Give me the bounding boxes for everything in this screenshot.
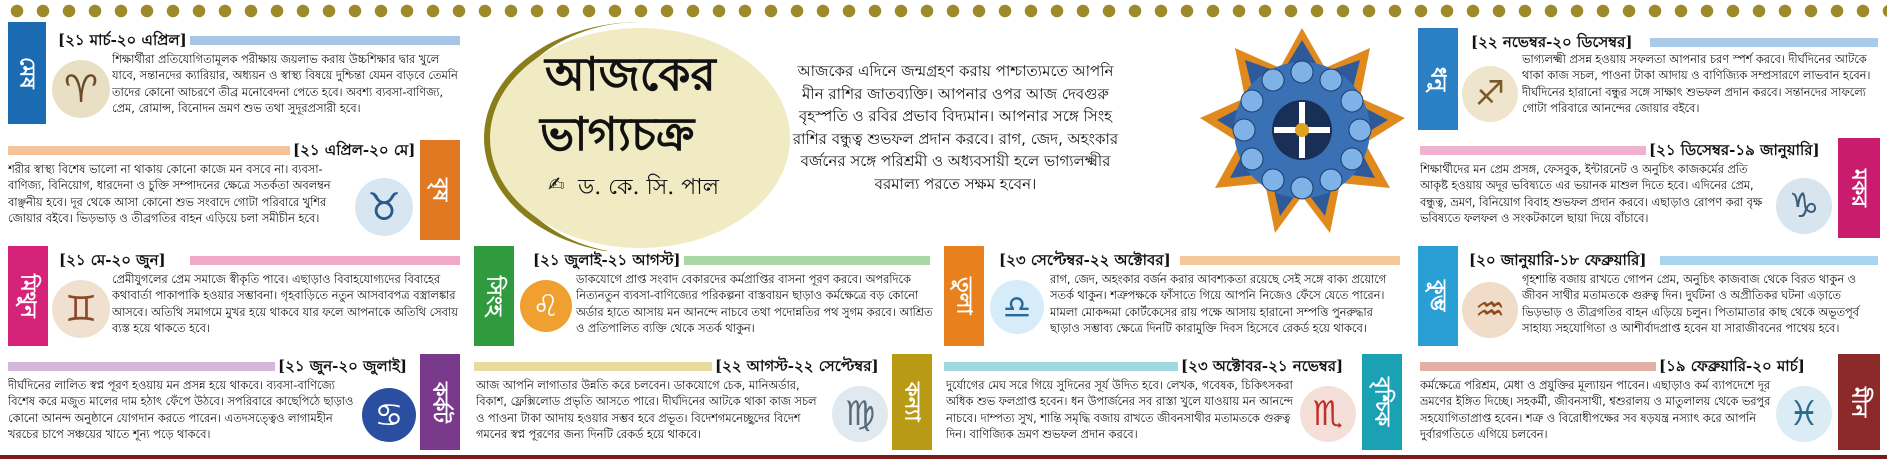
sign-date: [২০ জানুয়ারি-১৮ ফেব্রুয়ারি] (1466, 251, 1650, 269)
sign-date: [২২ আগস্ট-২২ সেপ্টেম্বর] (712, 357, 882, 375)
date-bar (680, 256, 930, 265)
sign-name: সিংহ (482, 276, 508, 316)
sign-date: [২১ জুলাই-২১ আগস্ট] (530, 251, 684, 269)
gemini-icon: ♊ (52, 280, 110, 338)
sign-tab-brishchik (1362, 354, 1402, 450)
bottom-rule (0, 455, 1887, 459)
sign-tab-kanya (892, 354, 932, 450)
taurus-icon: ♉ (355, 178, 413, 236)
sign-text: দীর্ঘদিনের লালিত স্বপ্ন পূরণ হওয়ায় মন প্রসন্ন হয়ে থাকবে। ব্যবসা-বাণিজ্যে বিশেষ করে মজুত মালের দাম হঠাৎ ফেঁপে উঠবে। সপরিবারে কাছেপিঠে ছাড়াও কোনো আনন্দ অনুষ্ঠানে যোগদান করতে পারেন। এতদসত্ত্বেও লাগামহীন খরচের চাপে সঞ্চয়ের খাতে শূন্য পড়ে থাকবে। (8, 379, 354, 442)
sign-name: কুম্ভ (1426, 280, 1452, 312)
sign-name: মেষ (15, 57, 41, 89)
page-title-line2: ভাগ্যচক্র (540, 107, 695, 161)
page-title-line1: আজকের (545, 47, 716, 101)
sign-name: কন্যা (900, 382, 926, 422)
sign-name: মিথুন (16, 274, 42, 318)
sign-name: মকর (1847, 169, 1873, 207)
sign-text: ভাগ্যলক্ষ্মী প্রসন্ন হওয়ায় সফলতা আপনার চরণ স্পর্শ করবে। দীর্ঘদিনের আটকে থাকা কাজ সচল, পাওনা টাকা আদায় ও বাণিজ্যিক সম্প্রসারণে লাভবান হবেন। দীর্ঘদিনের হারানো বন্ধুর সঙ্গে সাক্ষাৎ শুভফল প্রদান করবে। সন্তানদের সাফল্যে গোটা পরিবারে আনন্দের জোয়ার বইবে। (1522, 53, 1871, 116)
sign-tab-singha (474, 246, 514, 346)
sign-text: শিক্ষার্থীরা প্রতিযোগিতামূলক পরীক্ষায় জয়লাভ করায় উচ্চশিক্ষার দ্বার খুলে যাবে, সন্তানদের ক্যারিয়ার, অধ্যয়ন ও স্বাস্থ্য বিষয়ে দুশ্চিন্তা যেমন বাড়বে তেমনি তাদের কোনো আচরণে তীব্র মনোবেদনা পেতে হবে। অবশ্য ব্যবসা-বাণিজ্য, প্রেম, রোমান্স, বিনোদন ভ্রমণ শুভ তথা সুদূরপ্রসারী হবে। (112, 53, 458, 116)
sign-text: রাগ, জেদ, অহংকার বর্জন করার আবশ্যকতা রয়েছে সেই সঙ্গে বাক্য প্রয়োগে সতর্ক থাকুন। শত্রুপক্ষকে ফাঁসাতে গিয়ে আপনি নিজেও ফেঁসে যেতে পারেন। মামলা মোকদ্দমা কোর্টকেসের রায় পক্ষে আসায় হারানো সম্পত্তি পুনরুদ্ধার ছাড়াও সম্ভাব্য ক্ষেত্রে দিনটি কারামুক্তি দিবস হিসেবে রেকর্ড হয়ে থাকবে। (1050, 273, 1387, 336)
sign-date: [২২ নভেম্বর-২০ ডিসেম্বর] (1468, 33, 1635, 51)
sagittarius-icon: ♐ (1462, 66, 1518, 122)
date-bar (190, 256, 460, 265)
sign-tab-karkat (420, 354, 460, 450)
sign-text: কর্মক্ষেত্রে পরিশ্রম, মেধা ও প্রযুক্তির মূল্যায়ন পাবেন। এছাড়াও কর্ম ব্যাপদেশে দূর ভ্রমণের ইঙ্গিত দিচ্ছে। সহকর্মী, জীবনসাথী, শ্বশুরালয় ও মাতুলালয় থেকে ভরপুর সহযোগিতাপ্রাপ্ত হবেন। শত্রু ও বিরোধীপক্ষের সব ষড়যন্ত্র নস্যাৎ করে আপনি দুর্বারগতিতে এগিয়ে চলবেন। (1420, 379, 1771, 442)
date-bar (1650, 38, 1878, 47)
sign-name: ধনু (1426, 66, 1452, 92)
sign-date: [২১ মে-২০ জুন] (56, 251, 169, 269)
author-name: ড. কে. সি. পাল (578, 175, 720, 200)
date-bar (1660, 256, 1878, 265)
sign-tab-kumbha (1418, 246, 1458, 346)
sign-date: [২৩ সেপ্টেম্বর-২২ অক্টোবর] (996, 251, 1174, 269)
sign-tab-makar (1838, 138, 1880, 238)
sign-date: [১৯ ফেব্রুয়ারি-২০ মার্চ] (1656, 357, 1808, 375)
date-bar (8, 362, 288, 371)
sign-tab-dhanu (1418, 28, 1458, 130)
sign-name: বৃষ (428, 178, 454, 202)
libra-icon: ♎ (990, 280, 1044, 334)
sign-date: [২১ মার্চ-২০ এপ্রিল] (55, 31, 190, 49)
sign-tab-meen (1838, 354, 1880, 450)
aquarius-icon: ♒ (1462, 282, 1518, 338)
sign-text: ডাকযোগে প্রাপ্ত সংবাদ বেকারদের কর্মপ্রাপ্তির বাসনা পূরণ করবে। অপরদিকে নিত্যনতুন ব্যবসা-বাণিজ্যের পরিকল্পনা বাস্তবায়ন ছাড়াও কর্মক্ষেত্রে বড় কোনো অর্ডার হাতে আসায় মন আনন্দে নাচবে তথা পদোন্নতির পথ সুগম করবে। আশ্রিত ও প্রতিপালিত ব্যক্তি থেকে সতর্ক থাকুন। (576, 273, 933, 336)
sign-name: বৃশ্চিক (1370, 377, 1396, 427)
sign-date: [২১ ডিসেম্বর-১৯ জানুয়ারি] (1646, 141, 1823, 159)
sign-text: দুর্যোগের মেঘ সরে গিয়ে সুদিনের সূর্য উদিত হবে। লেখক, গবেষক, চিকিৎসকরা অধিক শুভ ফলপ্রাপ্ত হবেন। ধন উপার্জনের সব রাস্তা খুলে যাওয়ায় মন আনন্দে নাচবে। দাম্পত্য সুখ, শান্তি সমৃদ্ধি বজায় রাখতে জীবনসাথীর মতামতকে গুরুত্ব দিন। বাণিজ্যিক ভ্রমণ শুভফল প্রদান করবে। (946, 379, 1293, 442)
capricorn-icon: ♑ (1776, 178, 1832, 234)
date-bar (474, 362, 714, 371)
sign-text: আজ আপনি লাগাতার উন্নতি করে চলবেন। ডাকযোগে চেক, মানিঅর্ডার, বিকাশ, ফ্লেক্সিলোড প্রভৃতি আসতে পারে। দীর্ঘদিনের আটকে থাকা কাজ সচল ও পাওনা টাকা আদায় হওয়ার সম্ভব হবে প্রভূত। বিদেশগমনেচ্ছুদের বিদেশ গমনের স্বপ্ন পূরণের জন্য দিনটি রেকর্ড হয়ে থাকবে। (476, 379, 817, 442)
sign-text: গৃহশান্তি বজায় রাখতে গোপন প্রেম, অনুচিৎ কাজবাজ থেকে বিরত থাকুন ও জীবন সাথীর মতামতকে গুরুত্ব দিন। দুর্ঘটনা ও অপ্রীতিকর ঘটনা এড়াতে ভিড়ভাড় ও তীব্রগতির বাহন এড়িয়ে চলুন। পিতামাতার কাছ থেকে অভূতপূর্ব সাহায্য সহযোগিতা ও আশীর্বাদপ্রাপ্ত হবেন যা সারাজীবনের পাথেয় হবে। (1522, 273, 1859, 336)
dotted-border (0, 0, 1887, 22)
pisces-icon: ♓ (1776, 386, 1832, 442)
aries-icon: ♈ (52, 60, 110, 118)
sign-text: শরীর স্বাস্থ্য বিশেষ ভালো না থাকায় কোনো কাজে মন বসবে না। ব্যবসা-বাণিজ্য, বিনিয়োগ, ধারদেনা ও চুক্তি সম্পাদনের ক্ষেত্রে সতর্কতা অবলম্বন বাঞ্ছনীয় হবে। দূর থেকে আসা কোনো শুভ সংবাদে গোটা পরিবারে খুশির জোয়ার বইবে। ভিড়ভাড় ও তীব্রগতির বাহন এড়িয়ে চলা সমীচীন হবে। (8, 163, 331, 226)
cancer-icon: ♋ (362, 388, 416, 442)
sign-tab-tula (944, 246, 984, 346)
sign-date: [২১ জুন-২০ জুলাই] (275, 357, 410, 375)
sign-tab-mithun (8, 246, 48, 346)
leo-icon: ♌ (520, 280, 572, 332)
sign-date: [২৩ অক্টোবর-২১ নভেম্বর] (1178, 357, 1346, 375)
scorpio-icon: ♏ (1300, 386, 1356, 442)
date-bar (1420, 146, 1650, 155)
sign-name: কর্কট (428, 381, 454, 423)
intro-text: আজকের এদিনে জন্মগ্রহণ করায় পাশ্চাত্যমতে আপনি মীন রাশির জাতব্যক্তি। আপনার ওপর আজ দেবগুরু বৃহস্পতি ও রবির প্রভাব বিদ্যমান। আপনার সঙ্গে সিংহ রাশির বন্ধুত্ব শুভফল প্রদান করবে। রাগ, জেদ, অহংকার বর্জনের সঙ্গে পরিশ্রমী ও অধ্যবসায়ী হলে ভাগ্যলক্ষ্মীর বরমাল্য পরতে সক্ষম হবেন। (792, 62, 1119, 193)
sign-text: প্রেমীযুগলের প্রেম সমাজে স্বীকৃতি পাবে। এছাড়াও বিবাহযোগ্যদের বিবাহের কথাবার্তা পাকাপাকি হওয়ার সম্ভাবনা। গৃহবাড়িতে নতুন আসবাবপত্র বস্ত্রালঙ্কার আসবে। অতিথি সমাগমে মুখর হয়ে থাকবে যার ফলে আপনাকে অতিথি সেবায় ব্যস্ত হয়ে থাকতে হবে। (112, 273, 458, 336)
sign-tab-mesh (8, 22, 46, 124)
sign-text: শিক্ষার্থীদের মন প্রেম প্রসঙ্গ, ফেসবুক, ইন্টারনেট ও অনুচিৎ কাজকর্মের প্রতি আকৃষ্ট হওয়ায় অদূর ভবিষ্যতে এর ভয়ানক মাশুল দিতে হবে। এদিনের প্রেম, বন্ধুত্ব, ভ্রমণ, বিনিয়োগ বিবাহ শুভফল প্রদান করবে। এছাড়াও রোপণ করা বৃক্ষ ভবিষ্যতে ফলফল ও সংকটকালে ছায়া দিয়ে বাঁচাবে। (1420, 163, 1763, 226)
zodiac-wheel-icon (1200, 28, 1405, 233)
pen-icon: ✍ (548, 172, 565, 196)
sign-name: মীন (1847, 386, 1873, 418)
date-bar (944, 362, 1184, 371)
date-bar (8, 146, 298, 155)
date-bar (1180, 256, 1400, 265)
virgo-icon: ♍ (832, 386, 888, 442)
sign-date: [২১ এপ্রিল-২০ মে] (290, 141, 418, 159)
date-bar (1420, 362, 1660, 371)
sign-name: তুলা (952, 277, 978, 315)
sign-tab-brish (420, 140, 460, 240)
